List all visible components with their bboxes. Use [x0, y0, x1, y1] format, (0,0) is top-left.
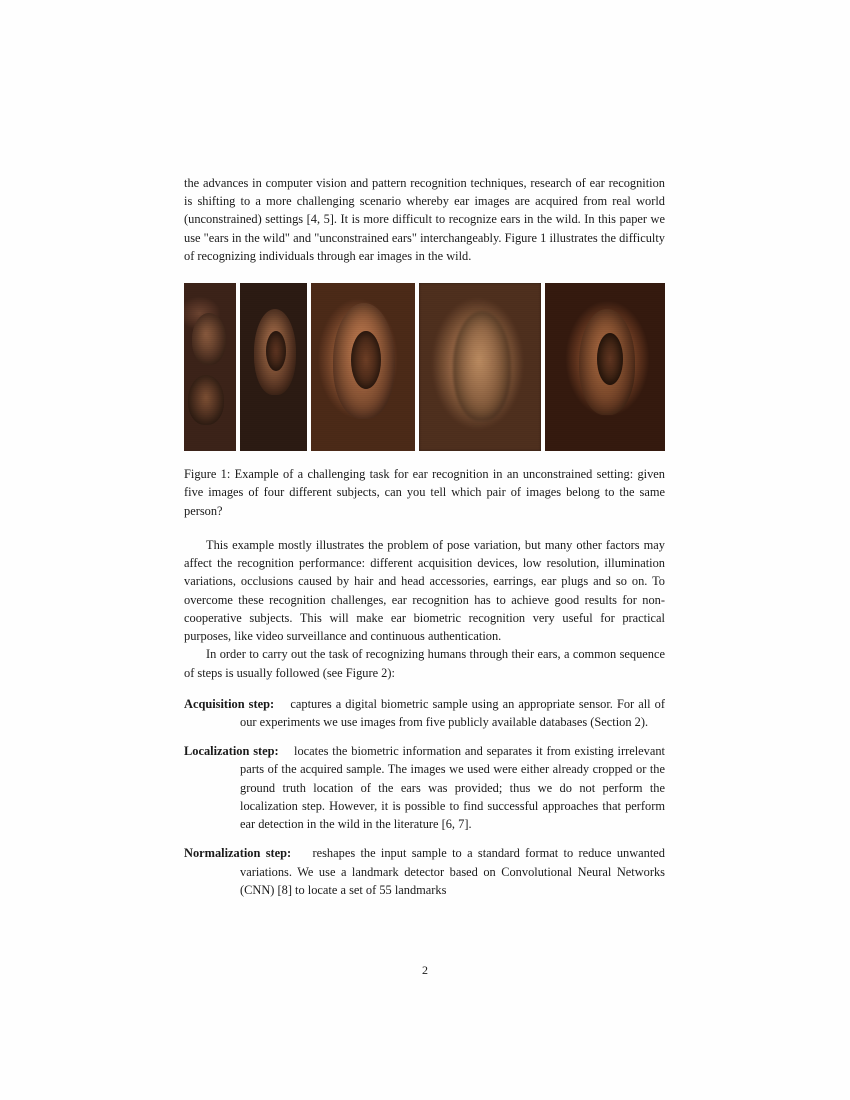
step-body-localization: locates the biometric information and separates it from existing irrelevant parts of the acquired sample. The images we used were either already cropped or the ground truth location of the ears was provided; thus we do not perform the localization step. However, it is possible to find successful approaches that perform ear detection in the wild in the literature [6, 7].: [240, 744, 666, 832]
figure-ear-image-2: [240, 283, 308, 451]
recognition-steps-list: [184, 695, 665, 899]
figure-1: [184, 283, 665, 520]
step-term-localization: Localization step:: [184, 744, 279, 759]
list-item: [184, 695, 665, 731]
figure-ear-image-4: [419, 283, 540, 451]
figure-caption: Figure 1: Example of a challenging task for ear recognition in an unconstrained setting: given five images of four different subjects, can you tell which pair of images belong to the same person?: [184, 467, 665, 518]
list-item: [184, 844, 665, 899]
page-number: 2: [422, 963, 428, 977]
step-term-normalization: Normalization step:: [184, 846, 292, 861]
step-body-normalization: reshapes the input sample to a standard format to reduce unwanted variations. We use a landmark detector based on Convolutional Neural Networks (CNN) [8] to locate a set of 55 landmarks: [240, 846, 665, 897]
paragraph-pose-variation: This example mostly illustrates the problem of pose variation, but many other factors may affect the recognition performance: different acquisition devices, low resolution, illumination variations, occlusions caused by hair and head accessories, earrings, ear plugs and so on. To overcome these recognition challenges, ear recognition has to achieve good results for non-cooperative subjects. This will make ear biometric recognition very useful for practical purposes, like video surveillance and continuous authentication.: [184, 537, 665, 644]
list-item: [184, 742, 665, 833]
figure-ear-image-1: [184, 283, 236, 451]
step-term-acquisition: Acquisition step:: [184, 696, 275, 711]
paragraph-intro: the advances in computer vision and pattern recognition techniques, research of ear recognition is shifting to a more challenging scenario whereby ear images are acquired from real world (unconstrained) settings [4, 5]. It is more difficult to recognize ears in the wild. In this paper we use "ears in the wild" and "unconstrained ears" interchangeably. Figure 1 illustrates the difficulty of recognizing individuals through ear images in the wild.: [184, 176, 665, 263]
paragraph-steps-intro: In order to carry out the task of recognizing humans through their ears, a common sequence of steps is usually followed (see Figure 2):: [184, 647, 665, 680]
page-content: [184, 174, 665, 910]
figure-ear-image-5: [545, 283, 665, 451]
figure-image-row: [184, 283, 665, 451]
step-body-acquisition: captures a digital biometric sample using an appropriate sensor. For all of our experiments we use images from five publicly available databases (Section 2).: [240, 696, 665, 729]
figure-ear-image-3: [311, 283, 415, 451]
